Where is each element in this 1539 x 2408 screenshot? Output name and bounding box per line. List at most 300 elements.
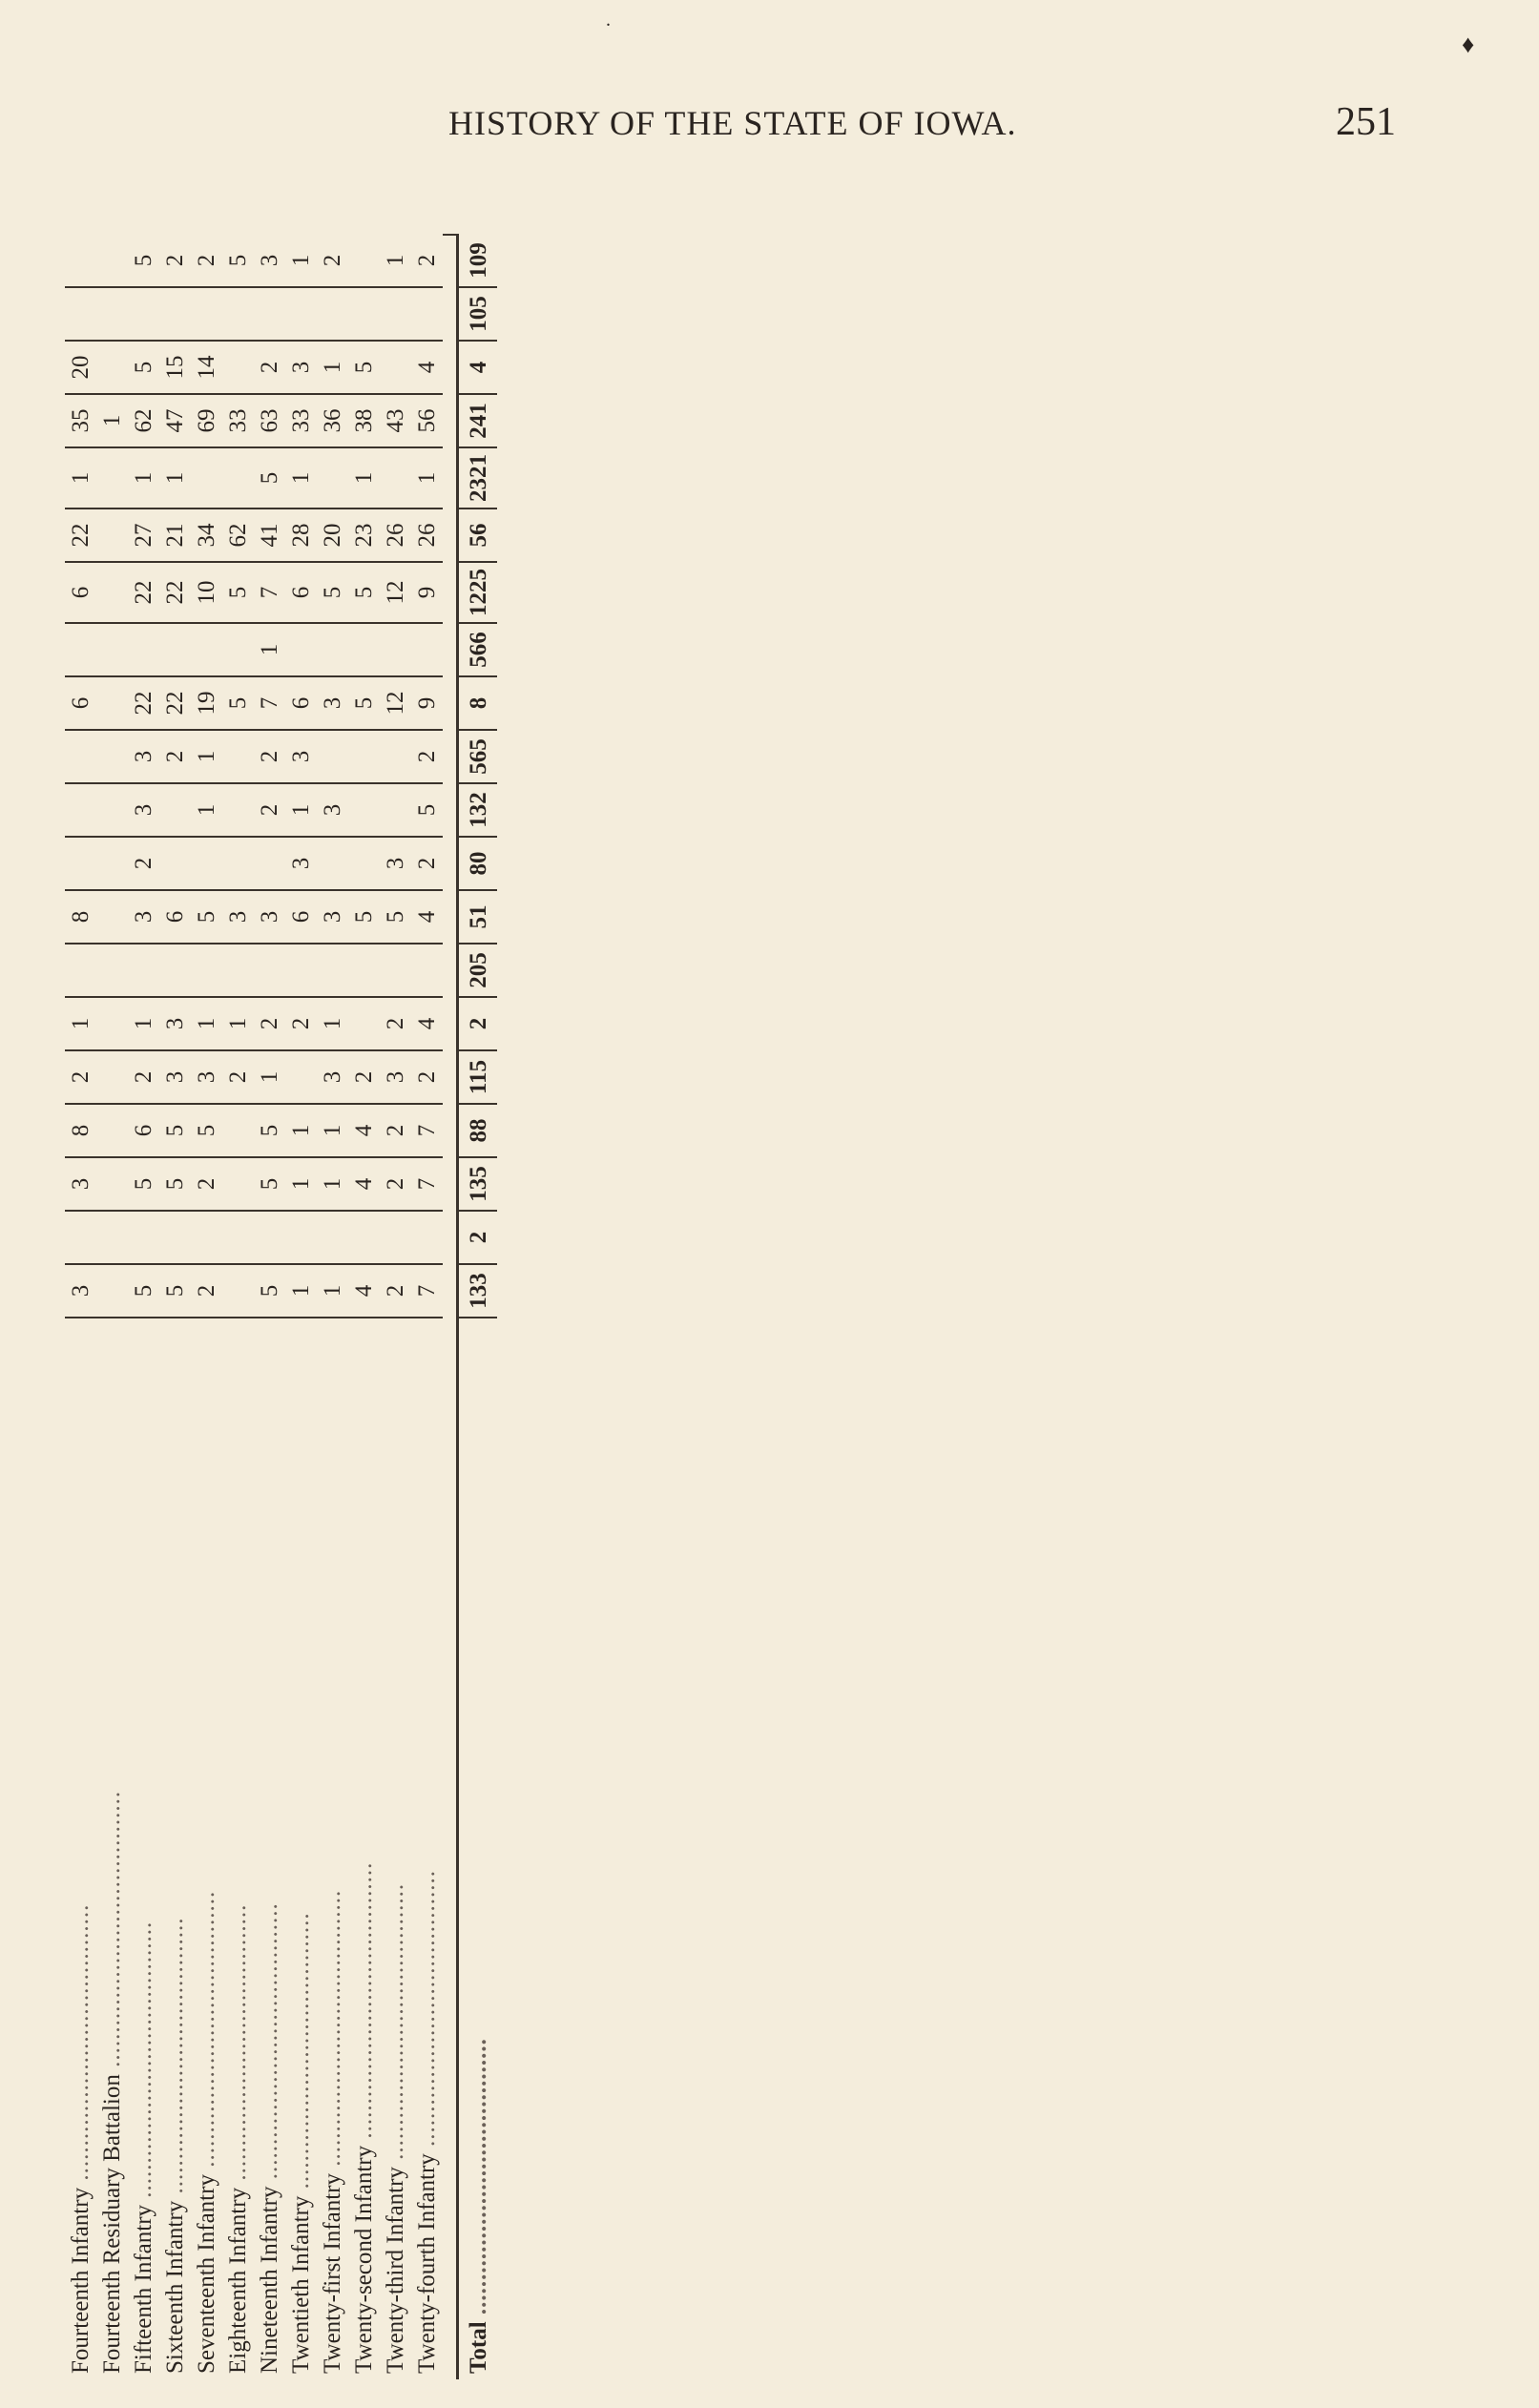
table-cell <box>128 623 159 676</box>
table-cell: 132 <box>458 783 498 837</box>
table-cell: 22 <box>159 676 191 730</box>
table-cell <box>65 1211 96 1264</box>
table-cell: 1 <box>285 447 317 509</box>
table-cell <box>96 447 128 509</box>
regiment-label: Twenty-first Infantry <box>320 2173 345 2374</box>
table-cell <box>285 1050 317 1104</box>
table-cell <box>128 287 159 341</box>
table-cell <box>65 944 96 997</box>
table-cell <box>380 730 411 783</box>
table-row <box>191 235 222 2379</box>
table-cell: 3 <box>317 676 348 730</box>
table-cell: 7 <box>254 562 285 623</box>
table-cell: 2 <box>380 1264 411 1318</box>
table-cell <box>222 1264 254 1318</box>
table-cell: 3 <box>159 1050 191 1104</box>
table-cell: 1225 <box>458 562 498 623</box>
regiment-name <box>411 1318 443 2379</box>
table-cell: 62 <box>222 509 254 562</box>
table-cell: 6 <box>285 562 317 623</box>
table-cell: 8 <box>458 676 498 730</box>
table-cell <box>222 837 254 890</box>
table-cell: 6 <box>65 676 96 730</box>
table-cell: 8 <box>65 1104 96 1157</box>
table-cell: 1 <box>411 447 443 509</box>
table-cell: 41 <box>254 509 285 562</box>
table-cell: 2 <box>254 341 285 394</box>
regiment-name <box>254 1318 285 2379</box>
table-cell: 8 <box>65 890 96 944</box>
table-cell <box>191 837 222 890</box>
table-row <box>128 235 159 2379</box>
leader-dots: ........................................ <box>383 1882 408 2168</box>
table-cell: 2 <box>128 837 159 890</box>
table-cell: 1 <box>317 997 348 1050</box>
table-cell: 2 <box>411 837 443 890</box>
leader-dots: ........................................ <box>99 1790 125 2075</box>
table-cell: 1 <box>317 341 348 394</box>
table-cell <box>348 287 380 341</box>
table-cell <box>96 562 128 623</box>
table-cell: 7 <box>411 1157 443 1211</box>
table-cell <box>96 1211 128 1264</box>
table-cell: 5 <box>128 1264 159 1318</box>
table-cell: 1 <box>65 447 96 509</box>
table-cell <box>96 341 128 394</box>
table-cell: 6 <box>285 890 317 944</box>
table-cell <box>159 287 191 341</box>
table-cell <box>96 944 128 997</box>
table-cell <box>317 944 348 997</box>
page-dot: . <box>606 10 611 31</box>
table-cell: 1 <box>159 447 191 509</box>
table-cell: 5 <box>222 562 254 623</box>
leader-dots: ........................................ <box>414 1869 440 2154</box>
table-cell: 5 <box>225 254 251 267</box>
table-cell: 3 <box>222 890 254 944</box>
table-cell: 62 <box>128 394 159 447</box>
table-cell: 2 <box>285 997 317 1050</box>
table-cell: 1 <box>65 997 96 1050</box>
table-cell <box>96 1050 128 1104</box>
table-cell: 133 <box>458 1264 498 1318</box>
table-cell: 20 <box>317 509 348 562</box>
table-cell <box>96 509 128 562</box>
table-cell: 241 <box>458 394 498 447</box>
table-row <box>222 235 254 2379</box>
table-cell <box>411 944 443 997</box>
table-cell <box>222 1104 254 1157</box>
table-cell: 5 <box>128 341 159 394</box>
table-cell: 22 <box>65 509 96 562</box>
table-cell <box>411 1211 443 1264</box>
table-cell: 7 <box>411 1104 443 1157</box>
table-cell <box>222 783 254 837</box>
table-cell: 33 <box>285 394 317 447</box>
table-cell <box>96 287 128 341</box>
table-cell: 63 <box>254 394 285 447</box>
table-cell: 3 <box>285 837 317 890</box>
table-cell: 1 <box>96 394 128 447</box>
table-cell <box>348 837 380 890</box>
table-cell: 5 <box>348 562 380 623</box>
regiment-name <box>380 1318 411 2379</box>
table-cell: 3 <box>317 890 348 944</box>
table-cell <box>254 287 285 341</box>
table-cell: 3 <box>128 890 159 944</box>
table-cell: 1 <box>254 623 285 676</box>
table-cell: 3 <box>380 837 411 890</box>
table-cell: 12 <box>380 562 411 623</box>
table-cell: 5 <box>191 890 222 944</box>
regiment-name <box>317 1318 348 2379</box>
table-cell <box>222 730 254 783</box>
table-cell <box>96 997 128 1050</box>
table-cell: 1 <box>191 783 222 837</box>
table-row <box>65 235 96 2379</box>
table-cell: 4 <box>348 1104 380 1157</box>
table-cell: 2 <box>254 730 285 783</box>
spacer-row <box>443 235 458 2379</box>
table-cell: 26 <box>411 509 443 562</box>
table-cell: 5 <box>411 783 443 837</box>
table-cell: 3 <box>285 341 317 394</box>
table-cell: 56 <box>411 394 443 447</box>
table-cell <box>411 623 443 676</box>
regiment-label: Twenty-second Infantry <box>351 2145 377 2374</box>
table-cell: 5 <box>348 676 380 730</box>
table-cell: 135 <box>458 1157 498 1211</box>
table-cell <box>380 944 411 997</box>
regiment-label: Fifteenth Infantry <box>131 2204 156 2374</box>
table-cell <box>191 447 222 509</box>
table-cell: 26 <box>380 509 411 562</box>
table-cell <box>254 1211 285 1264</box>
table-cell <box>65 837 96 890</box>
table-cell: 105 <box>458 287 498 341</box>
table-cell: 1 <box>285 1104 317 1157</box>
table-cell: 10 <box>191 562 222 623</box>
table-cell <box>159 837 191 890</box>
table-row <box>317 235 348 2379</box>
table-cell: 5 <box>159 1104 191 1157</box>
table-cell: 3 <box>285 730 317 783</box>
leader-dots: ........................................ <box>225 1903 251 2188</box>
spacer-cell <box>443 235 458 2379</box>
table-cell <box>222 287 254 341</box>
table-cell <box>380 447 411 509</box>
table-cell <box>317 730 348 783</box>
table-cell: 1 <box>254 1050 285 1104</box>
table-cell: 47 <box>159 394 191 447</box>
regiment-name <box>96 1318 128 2379</box>
table-cell: 7 <box>411 1264 443 1318</box>
regiment-name <box>128 1318 159 2379</box>
leader-dots: ........................................ <box>162 1917 188 2201</box>
table-cell <box>285 1211 317 1264</box>
table-cell: 69 <box>191 394 222 447</box>
leader-dots: ........................................ <box>320 1889 345 2173</box>
regiment-name <box>65 1318 96 2379</box>
table-cell: 2 <box>162 254 188 267</box>
table-row <box>380 235 411 2379</box>
table-cell <box>411 287 443 341</box>
table-cell <box>348 944 380 997</box>
table-cell: 2 <box>411 730 443 783</box>
table-cell: 3 <box>317 1050 348 1104</box>
table-cell: 35 <box>65 394 96 447</box>
table-cell: 5 <box>348 341 380 394</box>
table-cell: 115 <box>458 1050 498 1104</box>
table-cell <box>317 623 348 676</box>
table-cell: 15 <box>159 341 191 394</box>
table-cell: 1 <box>191 730 222 783</box>
regiment-name <box>159 1318 191 2379</box>
table-cell: 21 <box>159 509 191 562</box>
table-cell <box>96 730 128 783</box>
table-cell: 2 <box>159 730 191 783</box>
table-cell <box>222 623 254 676</box>
table-cell: 5 <box>317 562 348 623</box>
table-cell: 5 <box>222 676 254 730</box>
table-cell <box>96 837 128 890</box>
table-row <box>254 235 285 2379</box>
table-cell: 565 <box>458 730 498 783</box>
table-cell: 2 <box>380 1157 411 1211</box>
table-cell: 6 <box>285 676 317 730</box>
leader-dots: ........................................ <box>131 1920 156 2205</box>
table-cell: 80 <box>458 837 498 890</box>
table-cell: 4 <box>411 341 443 394</box>
table-cell: 5 <box>159 1264 191 1318</box>
table-cell: 2 <box>254 783 285 837</box>
regiment-label: Eighteenth Infantry <box>225 2187 251 2374</box>
table-cell: 2321 <box>458 447 498 509</box>
table-cell: 14 <box>191 341 222 394</box>
regiment-name <box>222 1318 254 2379</box>
corner-mark: ♦ <box>1462 31 1475 58</box>
leader-dots: ........................................ <box>351 1861 377 2146</box>
table-cell <box>96 676 128 730</box>
table-cell: 1 <box>288 254 314 267</box>
table-cell: 4 <box>348 1157 380 1211</box>
table-cell: 1 <box>128 997 159 1050</box>
table-cell <box>380 287 411 341</box>
table-cell: 2 <box>380 997 411 1050</box>
table-cell: 5 <box>380 890 411 944</box>
table-cell: 1 <box>285 783 317 837</box>
table-cell: 22 <box>128 562 159 623</box>
regiment-name <box>191 1318 222 2379</box>
table-cell <box>65 287 96 341</box>
table-cell: 6 <box>159 890 191 944</box>
table-cell: 1 <box>222 997 254 1050</box>
table-cell <box>380 1211 411 1264</box>
table-cell: 5 <box>159 1157 191 1211</box>
regiment-name <box>458 1318 498 2379</box>
table-cell: 4 <box>458 341 498 394</box>
table-cell: 205 <box>458 944 498 997</box>
table-cell <box>191 944 222 997</box>
table-cell: 2 <box>458 997 498 1050</box>
table-cell <box>285 287 317 341</box>
table-cell: 34 <box>191 509 222 562</box>
table-cell <box>65 623 96 676</box>
table-cell: 4 <box>348 1264 380 1318</box>
table-cell: 2 <box>320 254 345 267</box>
table-cell <box>65 783 96 837</box>
table-cell <box>128 1211 159 1264</box>
table-cell <box>191 1211 222 1264</box>
table-cell: 51 <box>458 890 498 944</box>
table-row <box>285 235 317 2379</box>
table-cell <box>128 944 159 997</box>
table-row <box>96 235 128 2379</box>
table-cell <box>348 623 380 676</box>
table-cell <box>254 944 285 997</box>
table-cell: 2 <box>458 1211 498 1264</box>
table-cell <box>285 623 317 676</box>
table-cell: 20 <box>65 341 96 394</box>
table-cell: 7 <box>254 676 285 730</box>
table-cell: 2 <box>194 254 219 267</box>
table-cell <box>317 287 348 341</box>
table-cell <box>65 235 96 287</box>
table-cell <box>348 730 380 783</box>
table-cell: 5 <box>254 1104 285 1157</box>
leader-dots: ........................................ <box>194 1890 219 2175</box>
table-cell: 566 <box>458 623 498 676</box>
table-cell: 3 <box>65 1264 96 1318</box>
table-cell: 36 <box>317 394 348 447</box>
table-cell: 12 <box>380 676 411 730</box>
table-cell <box>96 623 128 676</box>
leader-dots: ........................................ <box>257 1902 282 2187</box>
regiment-label: Twentieth Infantry <box>288 2195 314 2374</box>
table-cell <box>317 447 348 509</box>
table-cell: 1 <box>317 1104 348 1157</box>
table-cell: 88 <box>458 1104 498 1157</box>
table-cell <box>222 1157 254 1211</box>
table-cell <box>191 623 222 676</box>
table-cell: 2 <box>380 1104 411 1157</box>
table-row <box>159 235 191 2379</box>
table-row <box>411 235 443 2379</box>
table-cell <box>65 730 96 783</box>
table-cell: 9 <box>411 676 443 730</box>
table-cell: 4 <box>411 997 443 1050</box>
table-row <box>348 235 380 2379</box>
regiment-label: Total <box>465 2321 491 2374</box>
regiment-label: Fourteenth Infantry <box>68 2187 94 2374</box>
leader-dots: ........................................ <box>288 1912 314 2196</box>
table-cell <box>159 623 191 676</box>
table-cell <box>348 783 380 837</box>
table-cell: 1 <box>285 1157 317 1211</box>
table-cell: 6 <box>65 562 96 623</box>
table-cell <box>285 944 317 997</box>
table-cell <box>96 890 128 944</box>
regiment-label: Twenty-fourth Infantry <box>414 2153 440 2374</box>
table-cell <box>159 944 191 997</box>
regiment-label: Fourteenth Residuary Battalion <box>99 2074 125 2374</box>
table-cell: 3 <box>159 997 191 1050</box>
table-cell <box>96 1264 128 1318</box>
table-cell <box>191 287 222 341</box>
table-cell: 1 <box>317 1157 348 1211</box>
table-cell <box>96 1104 128 1157</box>
table-cell: 22 <box>128 676 159 730</box>
page-header <box>0 100 1539 151</box>
table-cell: 6 <box>128 1104 159 1157</box>
table-cell <box>159 783 191 837</box>
table-cell: 38 <box>348 394 380 447</box>
table-cell: 28 <box>285 509 317 562</box>
page-number: 251 <box>1336 100 1396 144</box>
table-cell: 27 <box>128 509 159 562</box>
table-cell: 1 <box>285 1264 317 1318</box>
table-cell: 5 <box>254 447 285 509</box>
table-cell: 3 <box>65 1157 96 1211</box>
table-cell: 56 <box>458 509 498 562</box>
table-cell <box>380 623 411 676</box>
table-cell: 4 <box>411 890 443 944</box>
regiment-label: Nineteenth Infantry <box>257 2186 282 2374</box>
table-cell: 5 <box>254 1157 285 1211</box>
table-cell: 3 <box>128 730 159 783</box>
table-cell: 5 <box>128 1157 159 1211</box>
table-cell: 5 <box>348 890 380 944</box>
table-cell <box>159 1211 191 1264</box>
table-cell <box>222 447 254 509</box>
table-cell: 5 <box>254 1264 285 1318</box>
table-cell: 2 <box>191 1157 222 1211</box>
table-cell <box>348 1211 380 1264</box>
table-cell: 3 <box>254 890 285 944</box>
table-cell <box>222 1211 254 1264</box>
table-cell <box>222 341 254 394</box>
table-cell: 23 <box>348 509 380 562</box>
table-cell <box>254 837 285 890</box>
regiment-name <box>285 1318 317 2379</box>
regiment-name <box>348 1318 380 2379</box>
regiment-label: Sixteenth Infantry <box>162 2200 188 2374</box>
table-cell: 1 <box>383 254 408 267</box>
table-cell: 2 <box>254 997 285 1050</box>
leader-dots: ........................................ <box>465 2038 491 2322</box>
table-cell: 2 <box>348 1050 380 1104</box>
rotated-table-area <box>65 195 1238 2379</box>
table-cell <box>222 944 254 997</box>
table-cell: 3 <box>380 1050 411 1104</box>
regiment-statistics-table <box>65 234 497 2379</box>
table-cell: 2 <box>411 1050 443 1104</box>
table-cell: 3 <box>257 254 282 267</box>
table-cell: 1 <box>348 447 380 509</box>
table-cell: 5 <box>131 254 156 267</box>
table-cell <box>96 783 128 837</box>
table-cell <box>96 1157 128 1211</box>
table-cell: 2 <box>191 1264 222 1318</box>
table-cell: 109 <box>458 235 498 287</box>
table-cell <box>96 235 128 287</box>
running-title: HISTORY OF THE STATE OF IOWA. <box>448 104 1017 142</box>
table-cell: 2 <box>414 254 440 267</box>
table-cell: 9 <box>411 562 443 623</box>
table-cell <box>380 341 411 394</box>
table-cell: 19 <box>191 676 222 730</box>
table-cell: 3 <box>191 1050 222 1104</box>
